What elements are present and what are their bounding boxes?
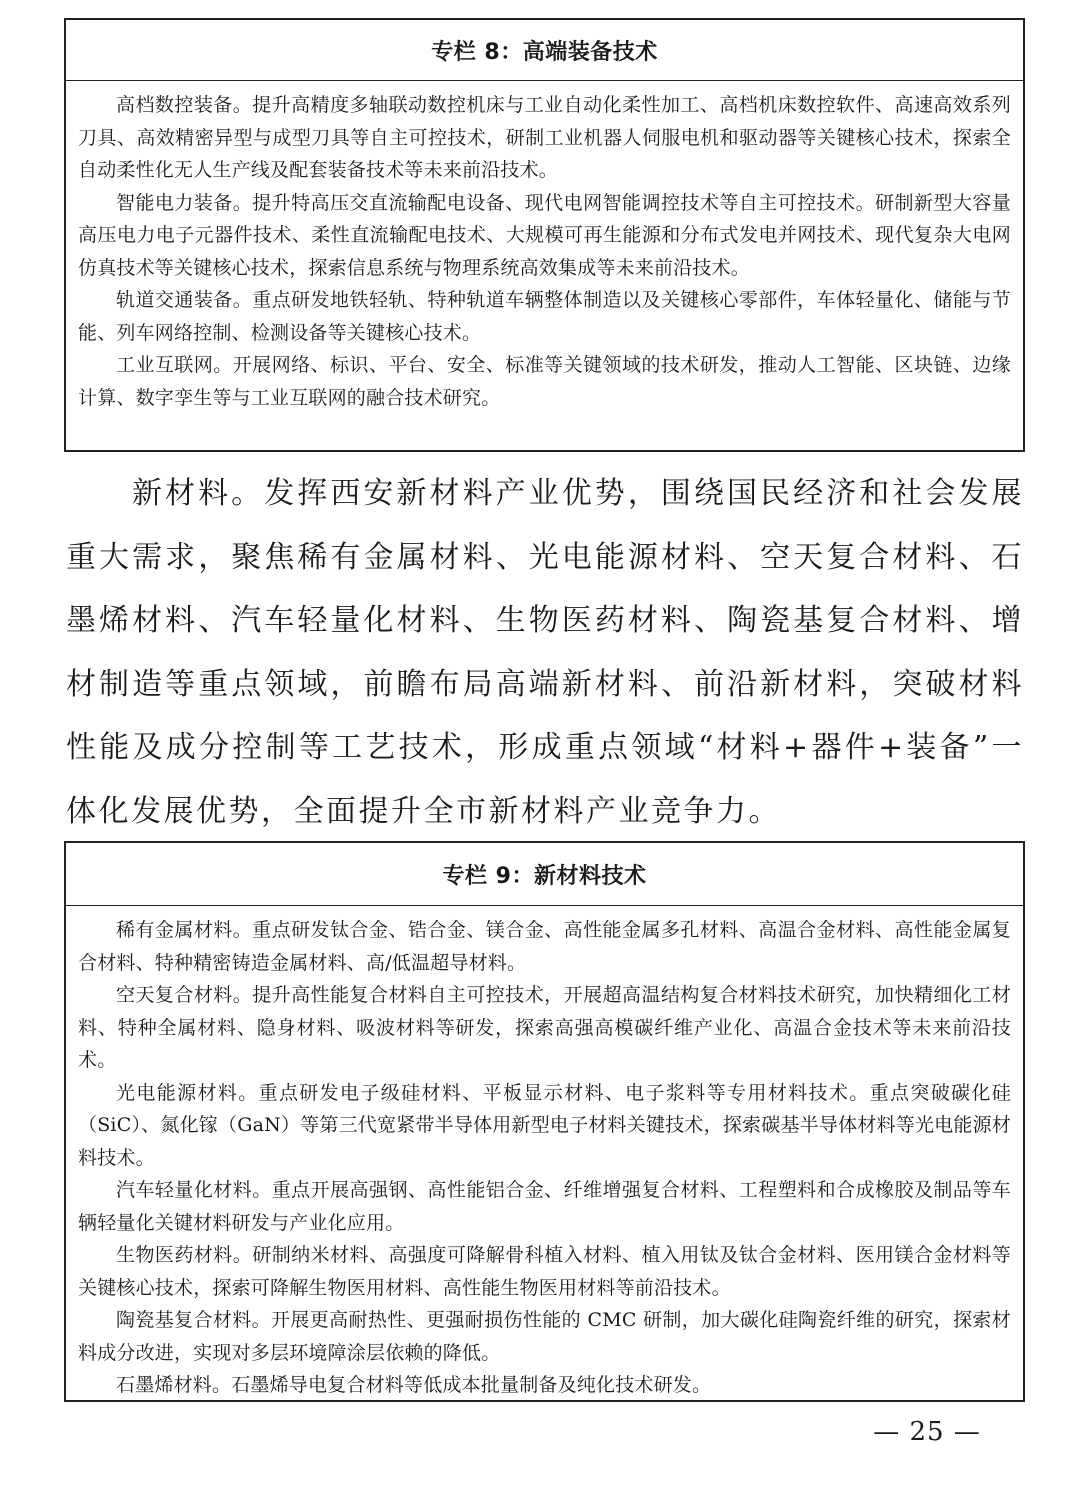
feature-box-9-title: 专栏 9：新材料技术 xyxy=(66,843,1023,906)
box8-paragraph: 工业互联网。开展网络、标识、平台、安全、标准等关键领域的技术研发，推动人工智能、区块链、边缘计算、数字孪生等与工业互联网的融合技术研究。 xyxy=(78,354,1011,409)
box9-paragraph: 光电能源材料。重点研发电子级硅材料、平板显示材料、电子浆料等专用材料技术。重点突破碳化硅（SiC）、氮化镓（GaN）等第三代宽紧带半导体用新型电子材料关键技术，探索碳基半导体材料等光电能源材料技术。 xyxy=(78,1081,1011,1169)
box8-paragraph: 智能电力装备。提升特高压交直流输配电设备、现代电网智能调控技术等自主可控技术。研制新型大容量高压电力电子元器件技术、柔性直流输配电技术、大规模可再生能源和分布式发电并网技术、现代复杂大电网仿真技术等关键核心技术，探索信息系统与物理系统高效集成等未来前沿技术。 xyxy=(78,191,1011,279)
box9-paragraph: 稀有金属材料。重点研发钛合金、锆合金、镁合金、高性能金属多孔材料、高温合金材料、高性能金属复合材料、特种精密铸造金属材料、高/低温超导材料。 xyxy=(78,919,1011,974)
feature-box-9 xyxy=(64,841,1025,1402)
feature-box-8-body xyxy=(66,81,1023,420)
box9-paragraph: 陶瓷基复合材料。开展更高耐热性、更强耐损伤性能的 CMC 研制，加大碳化硅陶瓷纤维的研究，探索材料成分改进，实现对多层环境障涂层依赖的降低。 xyxy=(78,1309,1011,1364)
box9-paragraph: 石墨烯材料。石墨烯导电复合材料等低成本批量制备及纯化技术研发。 xyxy=(116,1374,712,1396)
box9-paragraph: 生物医药材料。研制纳米材料、高强度可降解骨科植入材料、植入用钛及钛合金材料、医用镁合金材料等关键核心技术，探索可降解生物医用材料、高性能生物医用材料等前沿技术。 xyxy=(78,1244,1011,1299)
box8-paragraph: 高档数控装备。提升高精度多轴联动数控机床与工业自动化柔性加工、高档机床数控软件、高速高效系列刀具、高效精密异型与成型刀具等自主可控技术，研制工业机器人伺服电机和驱动器等关键核心技术，探索全自动柔性化无人生产线及配套装备技术等未来前沿技术。 xyxy=(78,94,1011,181)
box8-paragraph: 轨道交通装备。重点研发地铁轻轨、特种轨道车辆整体制造以及关键核心零部件，车体轻量化、储能与节能、列车网络控制、检测设备等关键核心技术。 xyxy=(78,289,1011,344)
box9-paragraph: 空天复合材料。提升高性能复合材料自主可控技术，开展超高温结构复合材料技术研究，加快精细化工材料、特种全属材料、隐身材料、吸波材料等研发，探索高强高模碳纤维产业化、高温合金技术等未来前沿技术。 xyxy=(78,984,1011,1071)
box9-paragraph: 汽车轻量化材料。重点开展高强钢、高性能铝合金、纤维增强复合材料、工程塑料和合成橡胶及制品等车辆轻量化关键材料研发与产业化应用。 xyxy=(78,1179,1011,1234)
main-paragraph-new-materials: 新材料。发挥西安新材料产业优势，围绕国民经济和社会发展重大需求，聚焦稀有金属材料、光电能源材料、空天复合材料、石墨烯材料、汽车轻量化材料、生物医药材料、陶瓷基复合材料、增材制造等重点领域，前瞻布局高端新材料、前沿新材料，突破材料性能及成分控制等工艺技术，形成重点领域“材料+器件+装备”一体化发展优势，全面提升全市新材料产业竞争力。 xyxy=(66,476,1024,829)
feature-box-9-body xyxy=(66,906,1023,1408)
feature-box-8-title: 专栏 8：高端装备技术 xyxy=(66,20,1023,81)
page-number: — 25 — xyxy=(873,1417,981,1447)
feature-box-8 xyxy=(64,18,1025,452)
